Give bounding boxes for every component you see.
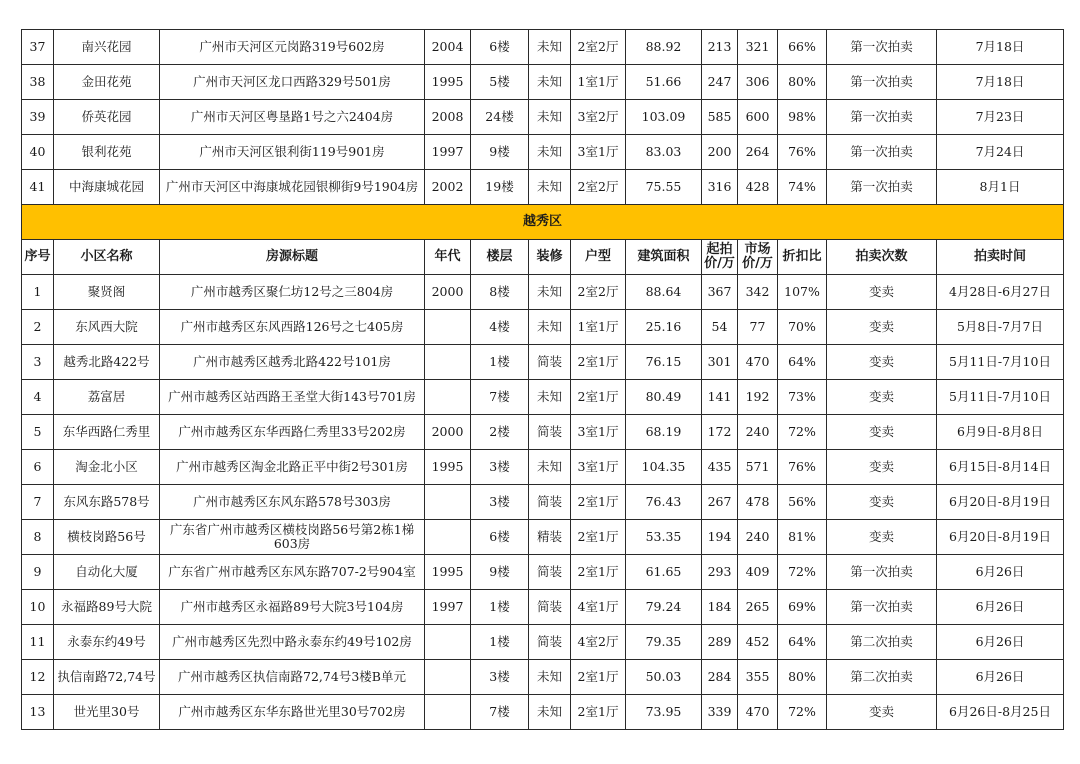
auction-date-cell: 7月23日	[937, 100, 1064, 135]
table-row	[22, 590, 1064, 625]
discount-cell: 72%	[778, 555, 827, 590]
floor-cell: 3楼	[471, 660, 529, 695]
listing-title-cell: 广东省广州市越秀区横枝岗路56号第2栋1梯603房	[160, 520, 425, 555]
community-cell: 南兴花园	[54, 30, 160, 65]
start-price-cell: 267	[702, 485, 738, 520]
start-price-cell: 435	[702, 450, 738, 485]
year-cell: 2000	[425, 415, 471, 450]
market-price-cell: 600	[738, 100, 778, 135]
area-cell: 80.49	[626, 380, 702, 415]
decoration-cell: 简装	[529, 555, 571, 590]
year-cell	[425, 485, 471, 520]
column-header: 装修	[529, 240, 571, 275]
listing-title-cell: 广州市越秀区东风东路578号303房	[160, 485, 425, 520]
column-header: 拍卖时间	[937, 240, 1064, 275]
table-row	[22, 275, 1064, 310]
index-cell: 38	[22, 65, 54, 100]
market-price-cell: 452	[738, 625, 778, 660]
floor-cell: 6楼	[471, 520, 529, 555]
area-cell: 88.64	[626, 275, 702, 310]
table-row	[22, 415, 1064, 450]
decoration-cell: 简装	[529, 345, 571, 380]
table-row	[22, 380, 1064, 415]
floor-cell: 7楼	[471, 695, 529, 730]
table-row	[22, 100, 1064, 135]
decoration-cell: 简装	[529, 625, 571, 660]
year-cell: 2000	[425, 275, 471, 310]
market-price-cell: 409	[738, 555, 778, 590]
floor-cell: 9楼	[471, 555, 529, 590]
column-header: 小区名称	[54, 240, 160, 275]
start-price-cell: 301	[702, 345, 738, 380]
floor-cell: 1楼	[471, 345, 529, 380]
listing-title-cell: 广州市越秀区东华东路世光里30号702房	[160, 695, 425, 730]
table-row	[22, 310, 1064, 345]
table-row	[22, 30, 1064, 65]
auction-round-cell: 变卖	[827, 275, 937, 310]
year-cell	[425, 660, 471, 695]
floor-cell: 5楼	[471, 65, 529, 100]
decoration-cell: 未知	[529, 135, 571, 170]
index-cell: 6	[22, 450, 54, 485]
start-price-cell: 367	[702, 275, 738, 310]
auction-round-cell: 第一次拍卖	[827, 65, 937, 100]
area-cell: 83.03	[626, 135, 702, 170]
layout-cell: 2室1厅	[571, 695, 626, 730]
decoration-cell: 未知	[529, 100, 571, 135]
market-price-cell: 240	[738, 415, 778, 450]
layout-cell: 2室1厅	[571, 485, 626, 520]
index-cell: 3	[22, 345, 54, 380]
table-row	[22, 660, 1064, 695]
floor-cell: 19楼	[471, 170, 529, 205]
listing-title-cell: 广州市天河区银利街119号901房	[160, 135, 425, 170]
auction-date-cell: 4月28日-6月27日	[937, 275, 1064, 310]
decoration-cell: 简装	[529, 485, 571, 520]
discount-cell: 74%	[778, 170, 827, 205]
auction-round-cell: 变卖	[827, 380, 937, 415]
decoration-cell: 未知	[529, 65, 571, 100]
index-cell: 5	[22, 415, 54, 450]
market-price-cell: 342	[738, 275, 778, 310]
index-cell: 40	[22, 135, 54, 170]
auction-date-cell: 6月26日	[937, 625, 1064, 660]
discount-cell: 56%	[778, 485, 827, 520]
layout-cell: 3室1厅	[571, 135, 626, 170]
community-cell: 银利花苑	[54, 135, 160, 170]
table-row	[22, 135, 1064, 170]
table-row	[22, 485, 1064, 520]
table-row	[22, 695, 1064, 730]
auction-date-cell: 6月26日	[937, 660, 1064, 695]
market-price-cell: 192	[738, 380, 778, 415]
area-cell: 103.09	[626, 100, 702, 135]
area-cell: 50.03	[626, 660, 702, 695]
year-cell	[425, 625, 471, 660]
start-price-cell: 141	[702, 380, 738, 415]
auction-date-cell: 6月15日-8月14日	[937, 450, 1064, 485]
floor-cell: 1楼	[471, 590, 529, 625]
market-price-cell: 428	[738, 170, 778, 205]
listing-title-cell: 广州市越秀区永福路89号大院3号104房	[160, 590, 425, 625]
decoration-cell: 未知	[529, 695, 571, 730]
year-cell: 2004	[425, 30, 471, 65]
area-cell: 76.15	[626, 345, 702, 380]
index-cell: 37	[22, 30, 54, 65]
discount-cell: 66%	[778, 30, 827, 65]
layout-cell: 3室1厅	[571, 415, 626, 450]
district-section-title: 越秀区	[22, 205, 1064, 240]
index-cell: 13	[22, 695, 54, 730]
year-cell: 2008	[425, 100, 471, 135]
area-cell: 79.35	[626, 625, 702, 660]
auction-date-cell: 5月8日-7月7日	[937, 310, 1064, 345]
floor-cell: 4楼	[471, 310, 529, 345]
column-header: 拍卖次数	[827, 240, 937, 275]
column-header: 市场价/万	[738, 240, 778, 275]
area-cell: 76.43	[626, 485, 702, 520]
market-price-cell: 240	[738, 520, 778, 555]
index-cell: 11	[22, 625, 54, 660]
community-cell: 东风东路578号	[54, 485, 160, 520]
index-cell: 9	[22, 555, 54, 590]
floor-cell: 6楼	[471, 30, 529, 65]
floor-cell: 9楼	[471, 135, 529, 170]
column-header: 户型	[571, 240, 626, 275]
listing-title-cell: 广东省广州市越秀区东风东路707-2号904室	[160, 555, 425, 590]
market-price-cell: 264	[738, 135, 778, 170]
year-cell: 1997	[425, 590, 471, 625]
layout-cell: 2室1厅	[571, 345, 626, 380]
district-section-row	[22, 205, 1064, 240]
market-price-cell: 355	[738, 660, 778, 695]
layout-cell: 3室2厅	[571, 100, 626, 135]
auction-round-cell: 第一次拍卖	[827, 100, 937, 135]
layout-cell: 2室1厅	[571, 555, 626, 590]
year-cell	[425, 520, 471, 555]
listing-title-cell: 广州市天河区龙口西路329号501房	[160, 65, 425, 100]
layout-cell: 2室2厅	[571, 275, 626, 310]
area-cell: 75.55	[626, 170, 702, 205]
market-price-cell: 470	[738, 345, 778, 380]
auction-round-cell: 第一次拍卖	[827, 30, 937, 65]
listing-title-cell: 广州市天河区元岗路319号602房	[160, 30, 425, 65]
floor-cell: 2楼	[471, 415, 529, 450]
start-price-cell: 293	[702, 555, 738, 590]
floor-cell: 8楼	[471, 275, 529, 310]
auction-round-cell: 变卖	[827, 345, 937, 380]
area-cell: 25.16	[626, 310, 702, 345]
community-cell: 越秀北路422号	[54, 345, 160, 380]
index-cell: 2	[22, 310, 54, 345]
column-header: 序号	[22, 240, 54, 275]
community-cell: 横枝岗路56号	[54, 520, 160, 555]
table-row	[22, 625, 1064, 660]
column-header: 年代	[425, 240, 471, 275]
discount-cell: 73%	[778, 380, 827, 415]
discount-cell: 76%	[778, 450, 827, 485]
table-row	[22, 345, 1064, 380]
community-cell: 金田花苑	[54, 65, 160, 100]
auction-round-cell: 第二次拍卖	[827, 625, 937, 660]
listing-title-cell: 广州市越秀区东华西路仁秀里33号202房	[160, 415, 425, 450]
community-cell: 中海康城花园	[54, 170, 160, 205]
auction-round-cell: 变卖	[827, 485, 937, 520]
year-cell	[425, 695, 471, 730]
column-header: 建筑面积	[626, 240, 702, 275]
listing-title-cell: 广州市越秀区聚仁坊12号之三804房	[160, 275, 425, 310]
year-cell	[425, 380, 471, 415]
listing-title-cell: 广州市越秀区先烈中路永泰东约49号102房	[160, 625, 425, 660]
discount-cell: 98%	[778, 100, 827, 135]
year-cell: 1997	[425, 135, 471, 170]
start-price-cell: 172	[702, 415, 738, 450]
layout-cell: 4室1厅	[571, 590, 626, 625]
auction-date-cell: 6月9日-8月8日	[937, 415, 1064, 450]
community-cell: 荔富居	[54, 380, 160, 415]
auction-date-cell: 6月26日	[937, 555, 1064, 590]
community-cell: 执信南路72,74号	[54, 660, 160, 695]
listing-title-cell: 广州市越秀区东风西路126号之七405房	[160, 310, 425, 345]
discount-cell: 80%	[778, 65, 827, 100]
auction-date-cell: 6月26日	[937, 590, 1064, 625]
start-price-cell: 289	[702, 625, 738, 660]
listing-title-cell: 广州市越秀区淘金北路正平中街2号301房	[160, 450, 425, 485]
discount-cell: 76%	[778, 135, 827, 170]
year-cell	[425, 310, 471, 345]
community-cell: 聚贤阁	[54, 275, 160, 310]
discount-cell: 64%	[778, 345, 827, 380]
decoration-cell: 简装	[529, 415, 571, 450]
table-row	[22, 520, 1064, 555]
start-price-cell: 316	[702, 170, 738, 205]
layout-cell: 1室1厅	[571, 65, 626, 100]
index-cell: 10	[22, 590, 54, 625]
layout-cell: 2室1厅	[571, 520, 626, 555]
column-header: 房源标题	[160, 240, 425, 275]
discount-cell: 81%	[778, 520, 827, 555]
floor-cell: 3楼	[471, 450, 529, 485]
table-row	[22, 65, 1064, 100]
community-cell: 永福路89号大院	[54, 590, 160, 625]
market-price-cell: 265	[738, 590, 778, 625]
layout-cell: 3室1厅	[571, 450, 626, 485]
area-cell: 51.66	[626, 65, 702, 100]
discount-cell: 70%	[778, 310, 827, 345]
decoration-cell: 未知	[529, 660, 571, 695]
auction-round-cell: 第一次拍卖	[827, 590, 937, 625]
market-price-cell: 470	[738, 695, 778, 730]
decoration-cell: 未知	[529, 450, 571, 485]
auction-round-cell: 第二次拍卖	[827, 660, 937, 695]
auction-round-cell: 变卖	[827, 520, 937, 555]
layout-cell: 2室2厅	[571, 30, 626, 65]
decoration-cell: 未知	[529, 380, 571, 415]
year-cell: 1995	[425, 555, 471, 590]
start-price-cell: 194	[702, 520, 738, 555]
listing-title-cell: 广州市越秀区越秀北路422号101房	[160, 345, 425, 380]
index-cell: 4	[22, 380, 54, 415]
floor-cell: 3楼	[471, 485, 529, 520]
start-price-cell: 247	[702, 65, 738, 100]
layout-cell: 1室1厅	[571, 310, 626, 345]
area-cell: 88.92	[626, 30, 702, 65]
community-cell: 东华西路仁秀里	[54, 415, 160, 450]
market-price-cell: 77	[738, 310, 778, 345]
market-price-cell: 321	[738, 30, 778, 65]
auction-date-cell: 5月11日-7月10日	[937, 345, 1064, 380]
year-cell: 2002	[425, 170, 471, 205]
start-price-cell: 339	[702, 695, 738, 730]
decoration-cell: 未知	[529, 275, 571, 310]
floor-cell: 1楼	[471, 625, 529, 660]
decoration-cell: 精装	[529, 520, 571, 555]
year-cell: 1995	[425, 65, 471, 100]
community-cell: 淘金北小区	[54, 450, 160, 485]
start-price-cell: 54	[702, 310, 738, 345]
column-header-row	[22, 240, 1064, 275]
index-cell: 41	[22, 170, 54, 205]
discount-cell: 80%	[778, 660, 827, 695]
community-cell: 东风西大院	[54, 310, 160, 345]
decoration-cell: 未知	[529, 30, 571, 65]
auction-round-cell: 变卖	[827, 415, 937, 450]
auction-date-cell: 7月18日	[937, 30, 1064, 65]
discount-cell: 72%	[778, 695, 827, 730]
start-price-cell: 184	[702, 590, 738, 625]
index-cell: 8	[22, 520, 54, 555]
discount-cell: 72%	[778, 415, 827, 450]
table-row	[22, 170, 1064, 205]
community-cell: 自动化大厦	[54, 555, 160, 590]
listing-title-cell: 广州市越秀区执信南路72,74号3楼B单元	[160, 660, 425, 695]
auction-round-cell: 第一次拍卖	[827, 555, 937, 590]
listing-title-cell: 广州市越秀区站西路王圣堂大街143号701房	[160, 380, 425, 415]
community-cell: 世光里30号	[54, 695, 160, 730]
discount-cell: 107%	[778, 275, 827, 310]
auction-round-cell: 变卖	[827, 310, 937, 345]
auction-date-cell: 7月18日	[937, 65, 1064, 100]
area-cell: 53.35	[626, 520, 702, 555]
market-price-cell: 478	[738, 485, 778, 520]
index-cell: 7	[22, 485, 54, 520]
decoration-cell: 简装	[529, 590, 571, 625]
auction-date-cell: 8月1日	[937, 170, 1064, 205]
floor-cell: 7楼	[471, 380, 529, 415]
year-cell	[425, 345, 471, 380]
area-cell: 79.24	[626, 590, 702, 625]
discount-cell: 69%	[778, 590, 827, 625]
decoration-cell: 未知	[529, 170, 571, 205]
auction-date-cell: 7月24日	[937, 135, 1064, 170]
start-price-cell: 200	[702, 135, 738, 170]
start-price-cell: 213	[702, 30, 738, 65]
auction-listing-table	[21, 29, 1064, 730]
table-row	[22, 450, 1064, 485]
auction-date-cell: 6月20日-8月19日	[937, 485, 1064, 520]
discount-cell: 64%	[778, 625, 827, 660]
listing-title-cell: 广州市天河区中海康城花园银柳街9号1904房	[160, 170, 425, 205]
floor-cell: 24楼	[471, 100, 529, 135]
column-header: 折扣比	[778, 240, 827, 275]
community-cell: 侨英花园	[54, 100, 160, 135]
auction-round-cell: 变卖	[827, 450, 937, 485]
column-header: 楼层	[471, 240, 529, 275]
index-cell: 1	[22, 275, 54, 310]
community-cell: 永泰东约49号	[54, 625, 160, 660]
area-cell: 68.19	[626, 415, 702, 450]
auction-date-cell: 6月20日-8月19日	[937, 520, 1064, 555]
layout-cell: 2室1厅	[571, 380, 626, 415]
auction-date-cell: 6月26日-8月25日	[937, 695, 1064, 730]
auction-round-cell: 第一次拍卖	[827, 135, 937, 170]
start-price-cell: 284	[702, 660, 738, 695]
auction-round-cell: 第一次拍卖	[827, 170, 937, 205]
index-cell: 12	[22, 660, 54, 695]
area-cell: 61.65	[626, 555, 702, 590]
column-header: 起拍价/万	[702, 240, 738, 275]
layout-cell: 4室2厅	[571, 625, 626, 660]
listing-title-cell: 广州市天河区粤垦路1号之六2404房	[160, 100, 425, 135]
start-price-cell: 585	[702, 100, 738, 135]
year-cell: 1995	[425, 450, 471, 485]
layout-cell: 2室2厅	[571, 170, 626, 205]
index-cell: 39	[22, 100, 54, 135]
layout-cell: 2室1厅	[571, 660, 626, 695]
area-cell: 73.95	[626, 695, 702, 730]
decoration-cell: 未知	[529, 310, 571, 345]
auction-date-cell: 5月11日-7月10日	[937, 380, 1064, 415]
auction-round-cell: 变卖	[827, 695, 937, 730]
table-row	[22, 555, 1064, 590]
market-price-cell: 306	[738, 65, 778, 100]
market-price-cell: 571	[738, 450, 778, 485]
area-cell: 104.35	[626, 450, 702, 485]
